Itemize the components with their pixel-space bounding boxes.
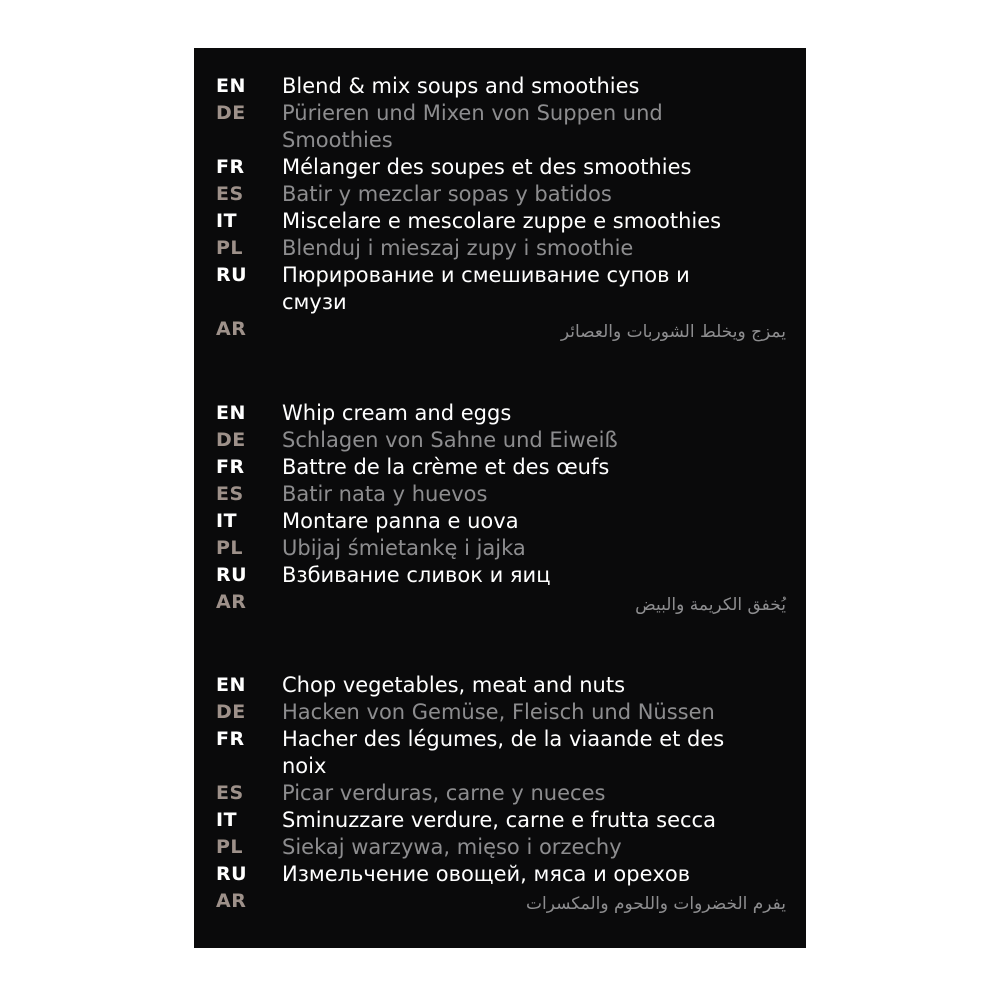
language-code: PL (216, 836, 244, 858)
list-item-fr (194, 454, 806, 481)
item-text: يمزج ويخلط الشوربات والعصائر (560, 322, 786, 342)
item-text: Siekaj warzywa, mięso i orzechy (282, 835, 622, 859)
item-text: يفرم الخضروات واللحوم والمكسرات (525, 894, 786, 914)
list-item-ru (194, 861, 806, 888)
instruction-card (194, 48, 806, 948)
list-item-ru (194, 262, 806, 316)
list-item-pl (194, 834, 806, 861)
item-text: Picar verduras, carne y nueces (282, 781, 606, 805)
list-item-pl (194, 535, 806, 562)
list-item-en (194, 73, 806, 100)
list-item-es (194, 481, 806, 508)
list-item-it (194, 807, 806, 834)
item-text: Batir nata y huevos (282, 482, 488, 506)
list-item-en (194, 400, 806, 427)
item-text: Battre de la crème et des œufs (282, 455, 610, 479)
list-item-ar (194, 888, 806, 915)
language-code: AR (216, 890, 247, 912)
list-item-it (194, 208, 806, 235)
list-item-es (194, 780, 806, 807)
list-item-de (194, 427, 806, 454)
item-text: Пюрирование и смешивание супов и смузи (282, 263, 690, 314)
language-code: PL (216, 537, 244, 559)
item-text: Ubijaj śmietankę i jajka (282, 536, 526, 560)
item-text: Chop vegetables, meat and nuts (282, 673, 626, 697)
section-blend (194, 73, 806, 343)
language-code: RU (216, 564, 248, 586)
language-code: ES (216, 183, 244, 205)
language-code: FR (216, 156, 245, 178)
item-text: Взбивание сливок и яиц (282, 563, 551, 587)
list-item-de (194, 699, 806, 726)
list-item-pl (194, 235, 806, 262)
list-item-fr (194, 154, 806, 181)
language-code: RU (216, 863, 248, 885)
list-item-en (194, 672, 806, 699)
language-code: EN (216, 75, 246, 97)
section-chop (194, 672, 806, 915)
language-code: EN (216, 402, 246, 424)
language-code: DE (216, 701, 246, 723)
list-item-ar (194, 316, 806, 343)
item-text: Miscelare e mescolare zuppe e smoothies (282, 209, 722, 233)
language-code: EN (216, 674, 246, 696)
language-code: AR (216, 318, 247, 340)
list-item-es (194, 181, 806, 208)
language-code: FR (216, 456, 245, 478)
language-code: RU (216, 264, 248, 286)
list-item-ar (194, 589, 806, 616)
section-whip (194, 400, 806, 616)
language-code: IT (216, 809, 238, 831)
item-text: Pürieren und Mixen von Suppen und Smoothies (282, 101, 663, 152)
item-text: Hacken von Gemüse, Fleisch und Nüssen (282, 700, 715, 724)
language-code: DE (216, 102, 246, 124)
item-text: Sminuzzare verdure, carne e frutta secca (282, 808, 716, 832)
item-text: Whip cream and eggs (282, 401, 512, 425)
language-code: PL (216, 237, 244, 259)
item-text: يُخفق الكريمة والبيض (635, 595, 786, 615)
language-code: IT (216, 210, 238, 232)
item-text: Hacher des légumes, de la viaande et des noix (282, 727, 725, 778)
language-code: AR (216, 591, 247, 613)
list-item-fr (194, 726, 806, 780)
item-text: Batir y mezclar sopas y batidos (282, 182, 612, 206)
language-code: FR (216, 728, 245, 750)
item-text: Измельчение овощей, мяса и орехов (282, 862, 691, 886)
list-item-it (194, 508, 806, 535)
item-text: Montare panna e uova (282, 509, 519, 533)
item-text: Blend & mix soups and smoothies (282, 74, 640, 98)
language-code: DE (216, 429, 246, 451)
item-text: Mélanger des soupes et des smoothies (282, 155, 692, 179)
list-item-ru (194, 562, 806, 589)
item-text: Blenduj i mieszaj zupy i smoothie (282, 236, 634, 260)
language-code: ES (216, 782, 244, 804)
item-text: Schlagen von Sahne und Eiweiß (282, 428, 618, 452)
language-code: IT (216, 510, 238, 532)
list-item-de (194, 100, 806, 154)
language-code: ES (216, 483, 244, 505)
